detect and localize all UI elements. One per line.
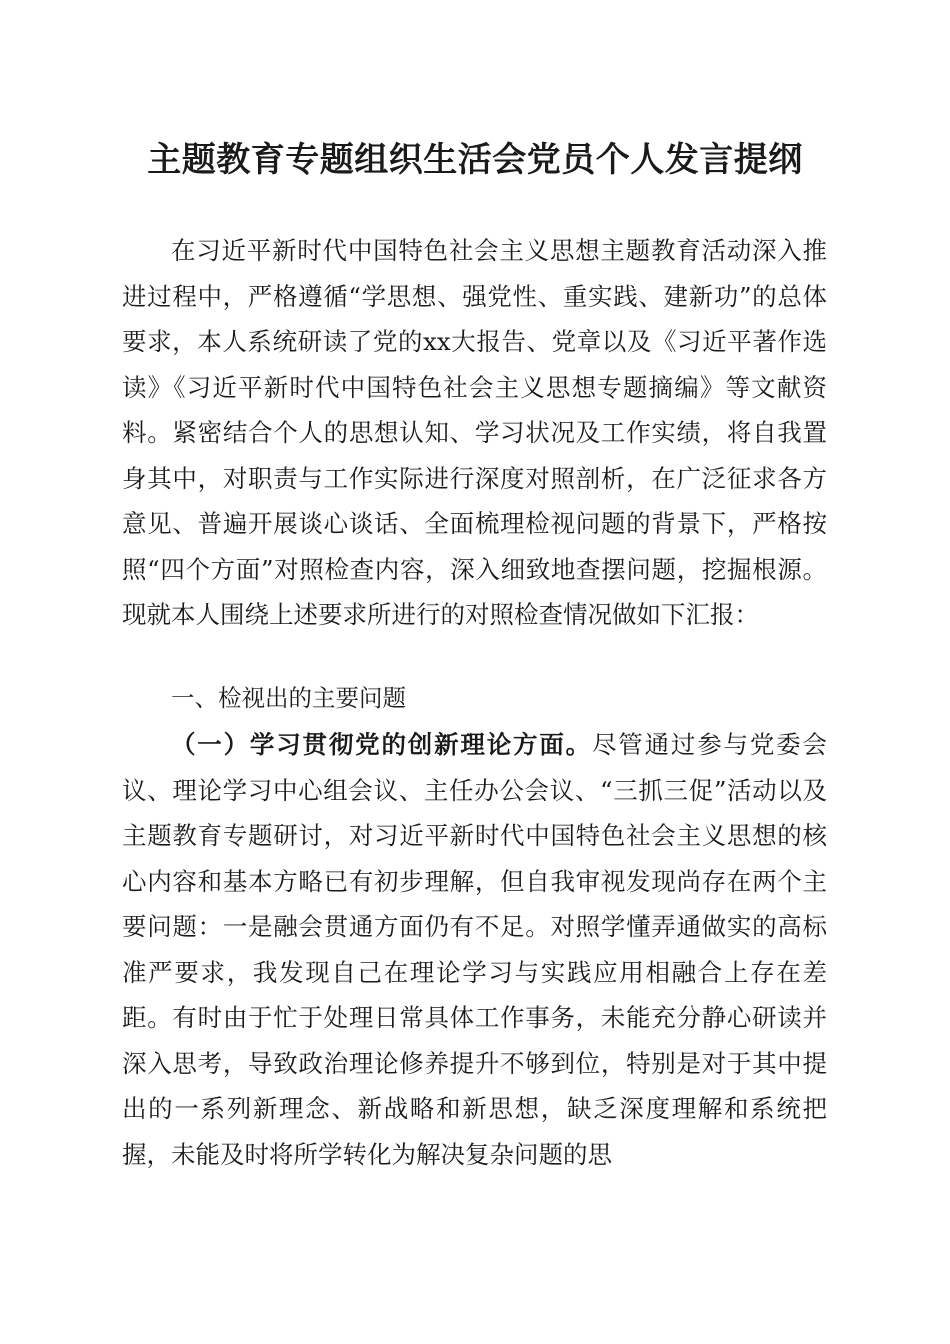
subsection-body: 尽管通过参与党委会议、理论学习中心组会议、主任办公会议、“三抓三促”活动以及主题教育专题研讨，对习近平新时代中国特色社会主义思想的核心内容和基本方略已有初步理解，但自我审视发现尚存在两个主要问题：一是融会贯通方面仍有不足。对照学懂弄通做实的高标准严要求，我发现自己在理论学习与实践应用相融合上存在差距。有时由于忙于处理日常具体工作事务，未能充分静心研读并深入思考，导致政治理论修养提升不够到位，特别是对于其中提出的一系列新理念、新战略和新思想，缺乏深度理解和系统把握，未能及时将所学转化为解决复杂问题的思 xyxy=(122,730,827,1169)
document-title: 主题教育专题组织生活会党员个人发言提纲 xyxy=(147,140,803,180)
subsection-paragraph xyxy=(122,722,827,1177)
intro-paragraph: 在习近平新时代中国特色社会主义思想主题教育活动深入推进过程中，严格遵循“学思想、强党性、重实践、建新功”的总体要求，本人系统研读了党的xx大报告、党章以及《习近平著作选读》《习近平新时代中国特色社会主义思想专题摘编》等文献资料。紧密结合个人的思想认知、学习状况及工作实绩，将自我置身其中，对职责与工作实际进行深度对照剖析，在广泛征求各方意见、普遍开展谈心谈话、全面梳理检视问题的背景下，严格按照“四个方面”对照检查内容，深入细致地查摆问题，挖掘根源。现就本人围绕上述要求所进行的对照检查情况做如下汇报： xyxy=(122,236,827,629)
section-heading: 一、检视出的主要问题 xyxy=(171,684,406,712)
subsection-heading: （一）学习贯彻党的创新理论方面。 xyxy=(171,730,592,759)
